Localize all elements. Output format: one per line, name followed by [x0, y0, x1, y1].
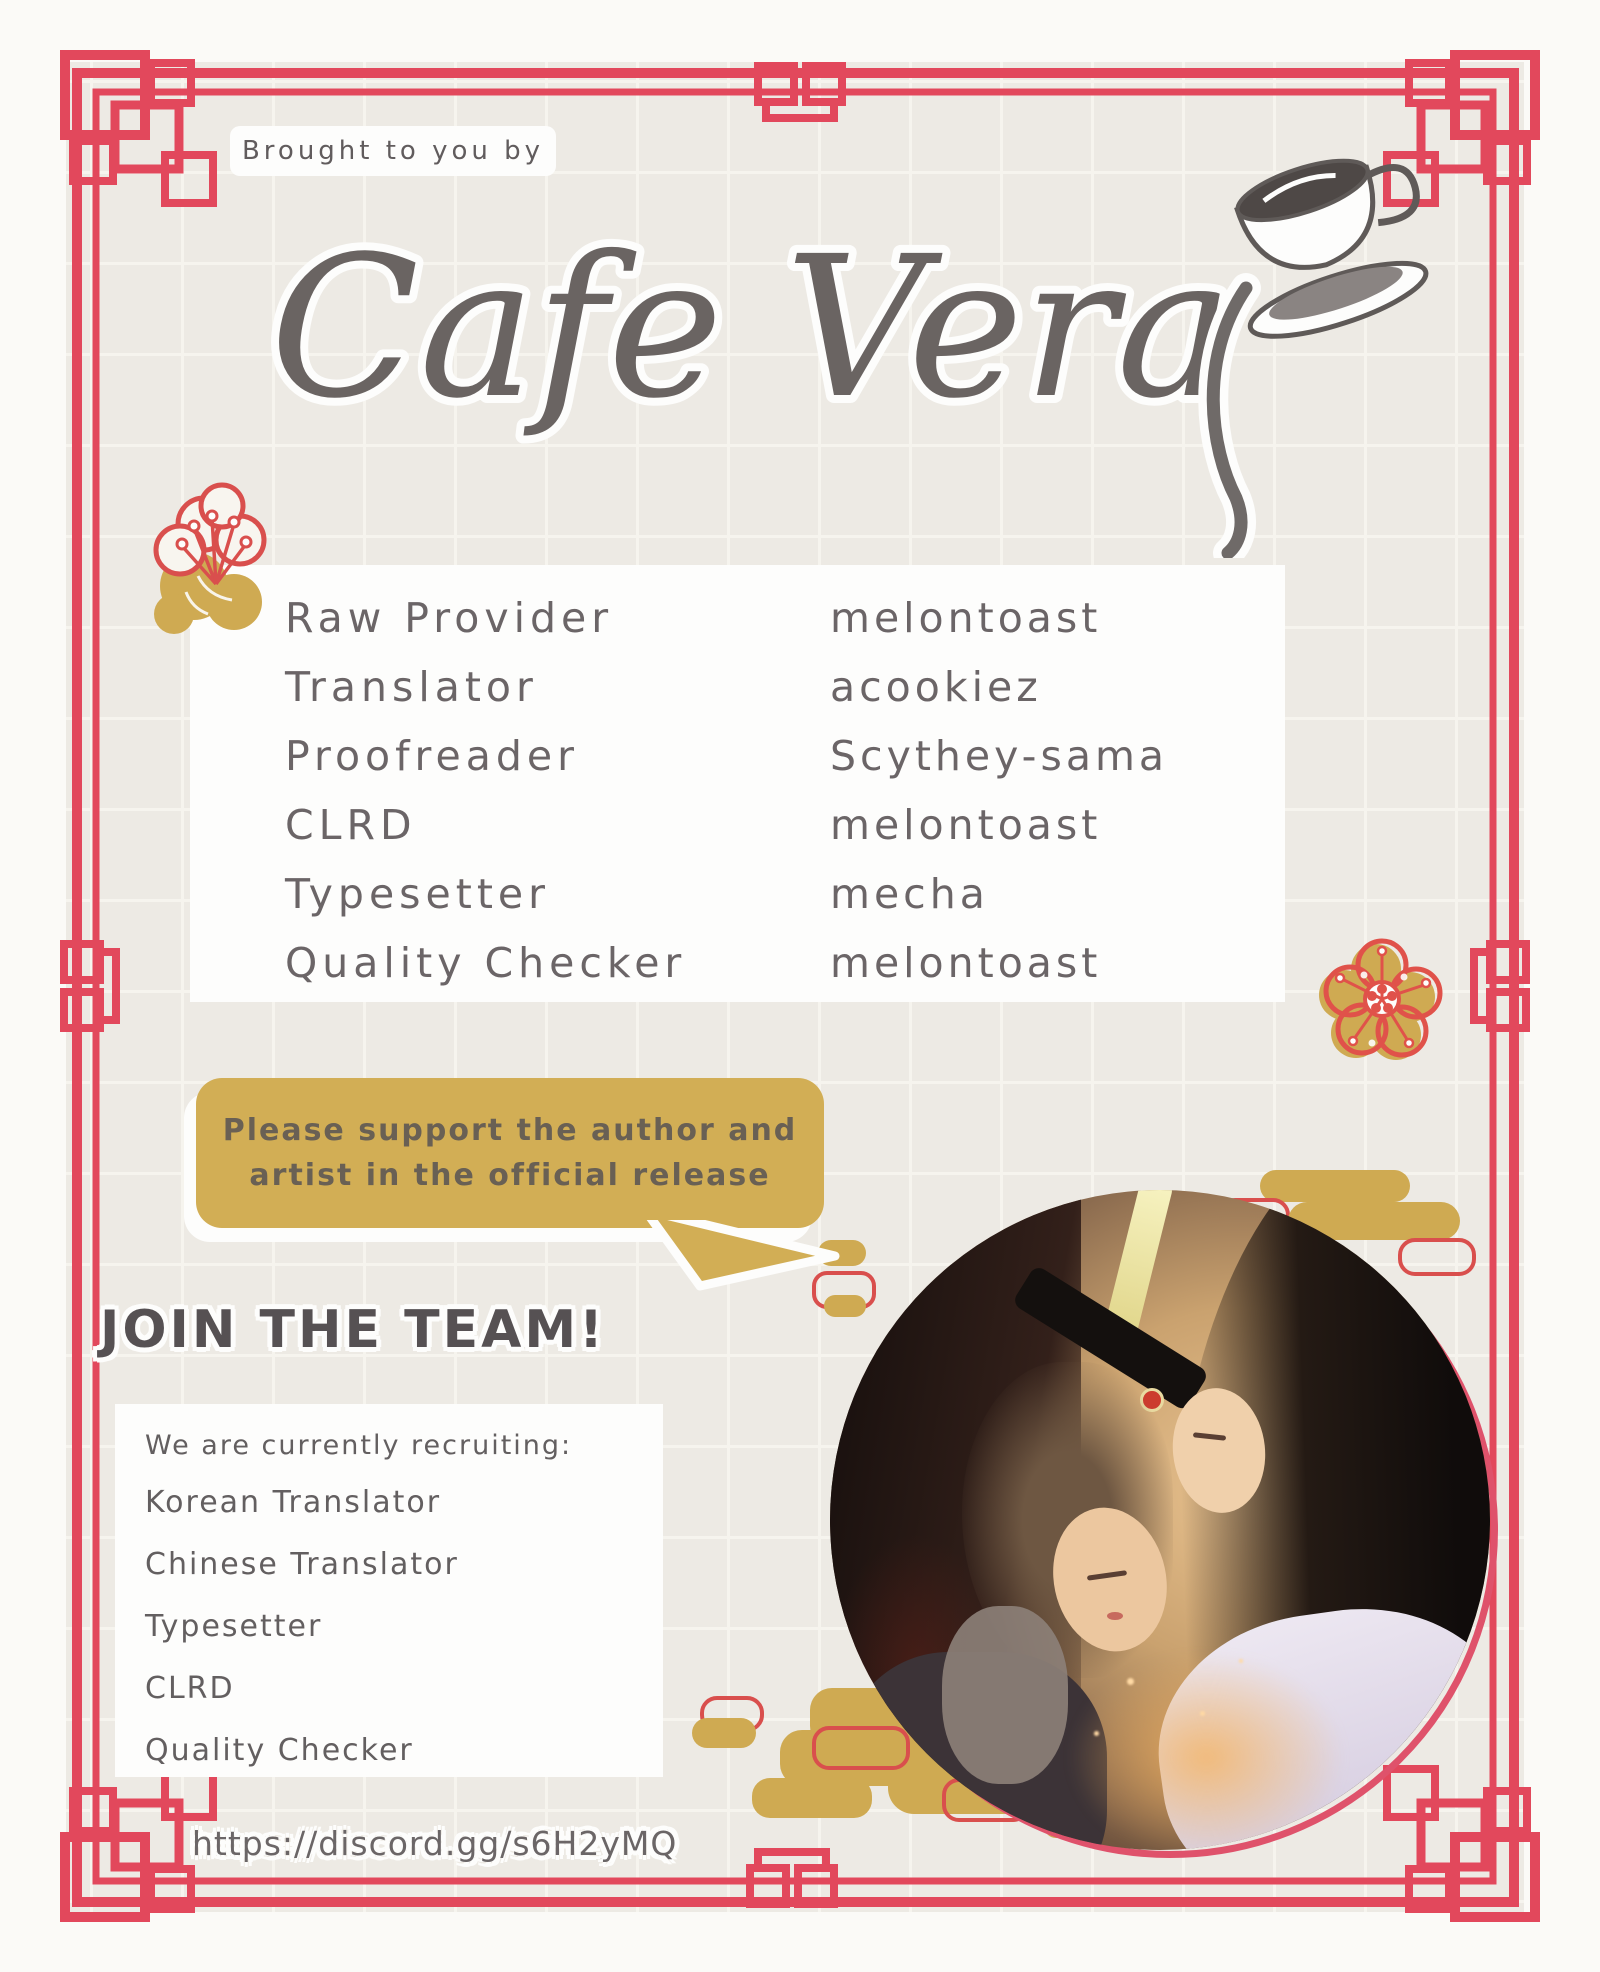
brought-to-you-by-text: Brought to you by	[241, 136, 545, 166]
credit-role: Raw Provider	[285, 593, 614, 642]
credit-row	[190, 928, 1285, 997]
credit-name: mecha	[830, 869, 989, 918]
credit-name: melontoast	[830, 800, 1102, 849]
recruitment-intro: We are currently recruiting:	[145, 1430, 573, 1461]
coffee-cup-icon	[1128, 128, 1458, 558]
group-title-text: Cafe Vera	[270, 214, 1233, 441]
credit-row	[190, 583, 1285, 652]
join-the-team-heading: JOIN THE TEAM!	[100, 1300, 606, 1360]
credit-role: CLRD	[285, 800, 417, 849]
recruitment-position: Typesetter	[145, 1609, 323, 1644]
golden-glow	[1068, 1652, 1345, 1850]
credit-row	[190, 721, 1285, 790]
recruitment-position: Quality Checker	[145, 1733, 414, 1768]
sparkle	[1239, 1659, 1243, 1663]
credit-row	[190, 652, 1285, 721]
recruitment-position: Korean Translator	[145, 1485, 442, 1520]
support-note-line2: artist in the official release	[249, 1158, 771, 1193]
credit-name: melontoast	[830, 593, 1102, 642]
support-note-line1: Please support the author and	[222, 1113, 798, 1148]
recruitment-position: CLRD	[145, 1671, 235, 1706]
recruitment-panel	[115, 1404, 663, 1777]
discord-link[interactable]: https://discord.gg/s6H2yMQ	[192, 1824, 678, 1863]
credit-role: Quality Checker	[285, 938, 687, 987]
credit-name: Scythey-sama	[830, 731, 1169, 780]
credit-role: Typesetter	[285, 869, 550, 918]
credit-row	[190, 790, 1285, 859]
credits-panel	[190, 565, 1285, 1002]
speech-bubble-tail	[630, 1206, 860, 1298]
recruitment-position: Chinese Translator	[145, 1547, 459, 1582]
manhua-artwork-circle	[830, 1190, 1490, 1850]
credit-role: Proofreader	[285, 731, 579, 780]
credit-name: melontoast	[830, 938, 1102, 987]
fur-collar	[942, 1606, 1067, 1784]
credit-name: acookiez	[830, 662, 1042, 711]
credit-role: Translator	[285, 662, 538, 711]
credit-row	[190, 859, 1285, 928]
plum-blossom-icon	[1312, 933, 1452, 1078]
plum-blossom-icon	[146, 466, 316, 646]
